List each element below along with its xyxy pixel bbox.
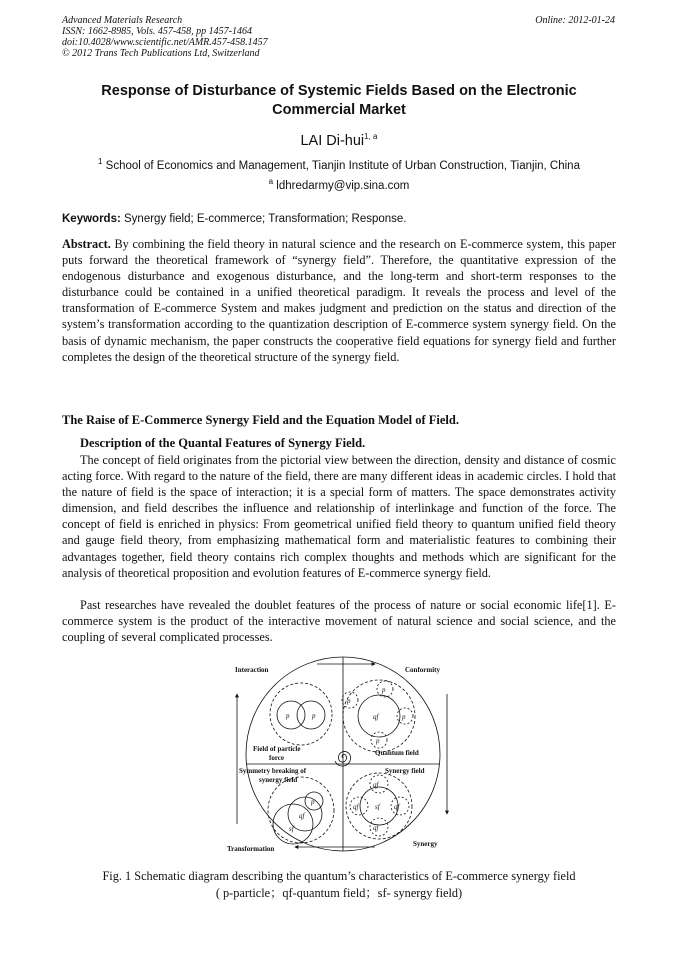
- label-sf-bl: sf: [289, 825, 294, 833]
- label-transformation: Transformation: [227, 845, 275, 853]
- issn-line: ISSN: 1662-8985, Vols. 457-458, pp 1457-1464: [62, 26, 252, 37]
- transformation-dashed-circle: [268, 777, 334, 843]
- label-qf-br-right: qf: [394, 803, 400, 811]
- abstract-text: By combining the field theory in natural science and the research on E-commerce system, this paper puts forward the theoretical framework of “synergy field”. Therefore, the quantitative expression of the endogenous disturbance and exogenous disturbance, and the long-term and short-term responses to the disturbance could be contained in a unified theoretical paradigm. It reveals the process and level of the transformation of E-commerce System and makes judgment and prediction on the status and direction of the system’s transformation according to the quantization description of E-commerce system synergy field. On the basis of dynamic mechanism, the paper constructs the cooperative field equations for synergy field and further completes the design of the theoretical structure of the synergy field.: [62, 237, 616, 364]
- author-line: [62, 132, 616, 149]
- label-field-particle-1: Field of particle: [253, 745, 301, 753]
- subsection-heading: Description of the Quantal Features of Synergy Field.: [80, 436, 366, 450]
- caption-line-2: ( p-particle；qf-quantum field；sf- synergy field): [215, 886, 463, 900]
- label-quantum-field: Quantum field: [375, 749, 419, 757]
- keywords-label: Keywords:: [62, 213, 121, 225]
- section-heading: The Raise of E-Commerce Synergy Field and the Equation Model of Field.: [62, 413, 459, 427]
- label-p-tb: p: [376, 737, 380, 745]
- journal-info: [62, 15, 268, 59]
- author-name: LAI Di-hui: [300, 132, 365, 149]
- email-superscript: a: [268, 177, 274, 186]
- copyright-line: © 2012 Trans Tech Publications Ltd, Switzerland: [62, 48, 260, 59]
- bl-synergy-circle: [273, 804, 313, 844]
- affiliation: School of Economics and Management, Tianjin Institute of Urban Construction, Tianjin, China: [105, 159, 580, 172]
- author-superscript: 1, a: [364, 132, 378, 141]
- label-qf-br-bottom: qf: [373, 824, 379, 832]
- caption-line-1: Fig. 1 Schematic diagram describing the quantum’s characteristics of E-commerce synergy field: [102, 869, 576, 883]
- keywords: [62, 213, 616, 225]
- label-conformity: Conformity: [405, 666, 440, 674]
- particle-circle-right: [297, 701, 325, 729]
- label-qf-br-top: qf: [373, 781, 379, 789]
- email-address: ldhredarmy@vip.sina.com: [276, 179, 410, 192]
- abstract: [62, 236, 616, 365]
- keywords-text: Synergy field; E-commerce; Transformation; Response.: [124, 213, 407, 225]
- label-p-top: p: [382, 686, 386, 694]
- quantum-field-circle: [358, 695, 400, 737]
- label-synergy: Synergy: [413, 840, 438, 848]
- figure-caption: [62, 868, 616, 902]
- label-p-tl: p: [347, 697, 351, 705]
- body-paragraph-2: Past researches have revealed the doublet features of the process of nature or social economic life[1]. E-commerce system is the product of the interactive movement of natural science and social science, and the coupling of several complicated processes.: [62, 598, 616, 645]
- affiliation-superscript: 1: [98, 157, 103, 166]
- interaction-dashed-circle: [270, 683, 332, 745]
- label-sf-br: sf: [375, 803, 380, 811]
- figure-1-diagram: [225, 654, 453, 854]
- label-symmetry-2: synergy field: [259, 776, 298, 784]
- label-interaction: Interaction: [235, 666, 269, 674]
- abstract-label: Abstract.: [62, 237, 111, 251]
- email-line: [62, 177, 616, 192]
- label-qf-br-left: qf: [353, 803, 359, 811]
- label-p-left: p: [286, 712, 290, 720]
- label-qf-top: qf: [373, 713, 379, 721]
- label-symmetry-1: Symmetry breaking of: [239, 767, 307, 775]
- doi-line: doi:10.4028/www.scientific.net/AMR.457-458.1457: [62, 37, 268, 48]
- label-synergy-field: Synergy field: [385, 767, 425, 775]
- paper-title: Response of Disturbance of Systemic Fields Based on the Electronic Commercial Market: [101, 83, 577, 118]
- label-field-particle-2: force: [269, 754, 285, 762]
- label-p-bl: p: [311, 798, 315, 806]
- body-paragraph-1: The concept of field originates from the pictorial view between the direction, density and distance of cosmic acting force. With regard to the nature of the field, there are many different ideas in academic circles. I hold that the nature of field is the space of interaction; it is a special form of matters. The space demonstrates activity dimension, and field describes the influence and relationship of interlinkage and function of the force. The concept of field is enriched in physics: From geometrical unified field theory to quantum unified field theory and gauge field theory, from emphasizing mathematical form and materialistic features to combining their advantages together, field theory contains rich complex thoughts and methods which are significant for the analysis of theoretical proposition and evolution features of E-commerce synergy field.: [62, 453, 616, 580]
- journal-name: Advanced Materials Research: [62, 15, 183, 26]
- affiliation-line: [62, 157, 616, 172]
- label-qf-bl: qf: [299, 812, 305, 820]
- label-p-right: p: [312, 712, 316, 720]
- online-date: Online: 2012-01-24: [535, 15, 615, 26]
- label-p-tr: p: [402, 713, 406, 721]
